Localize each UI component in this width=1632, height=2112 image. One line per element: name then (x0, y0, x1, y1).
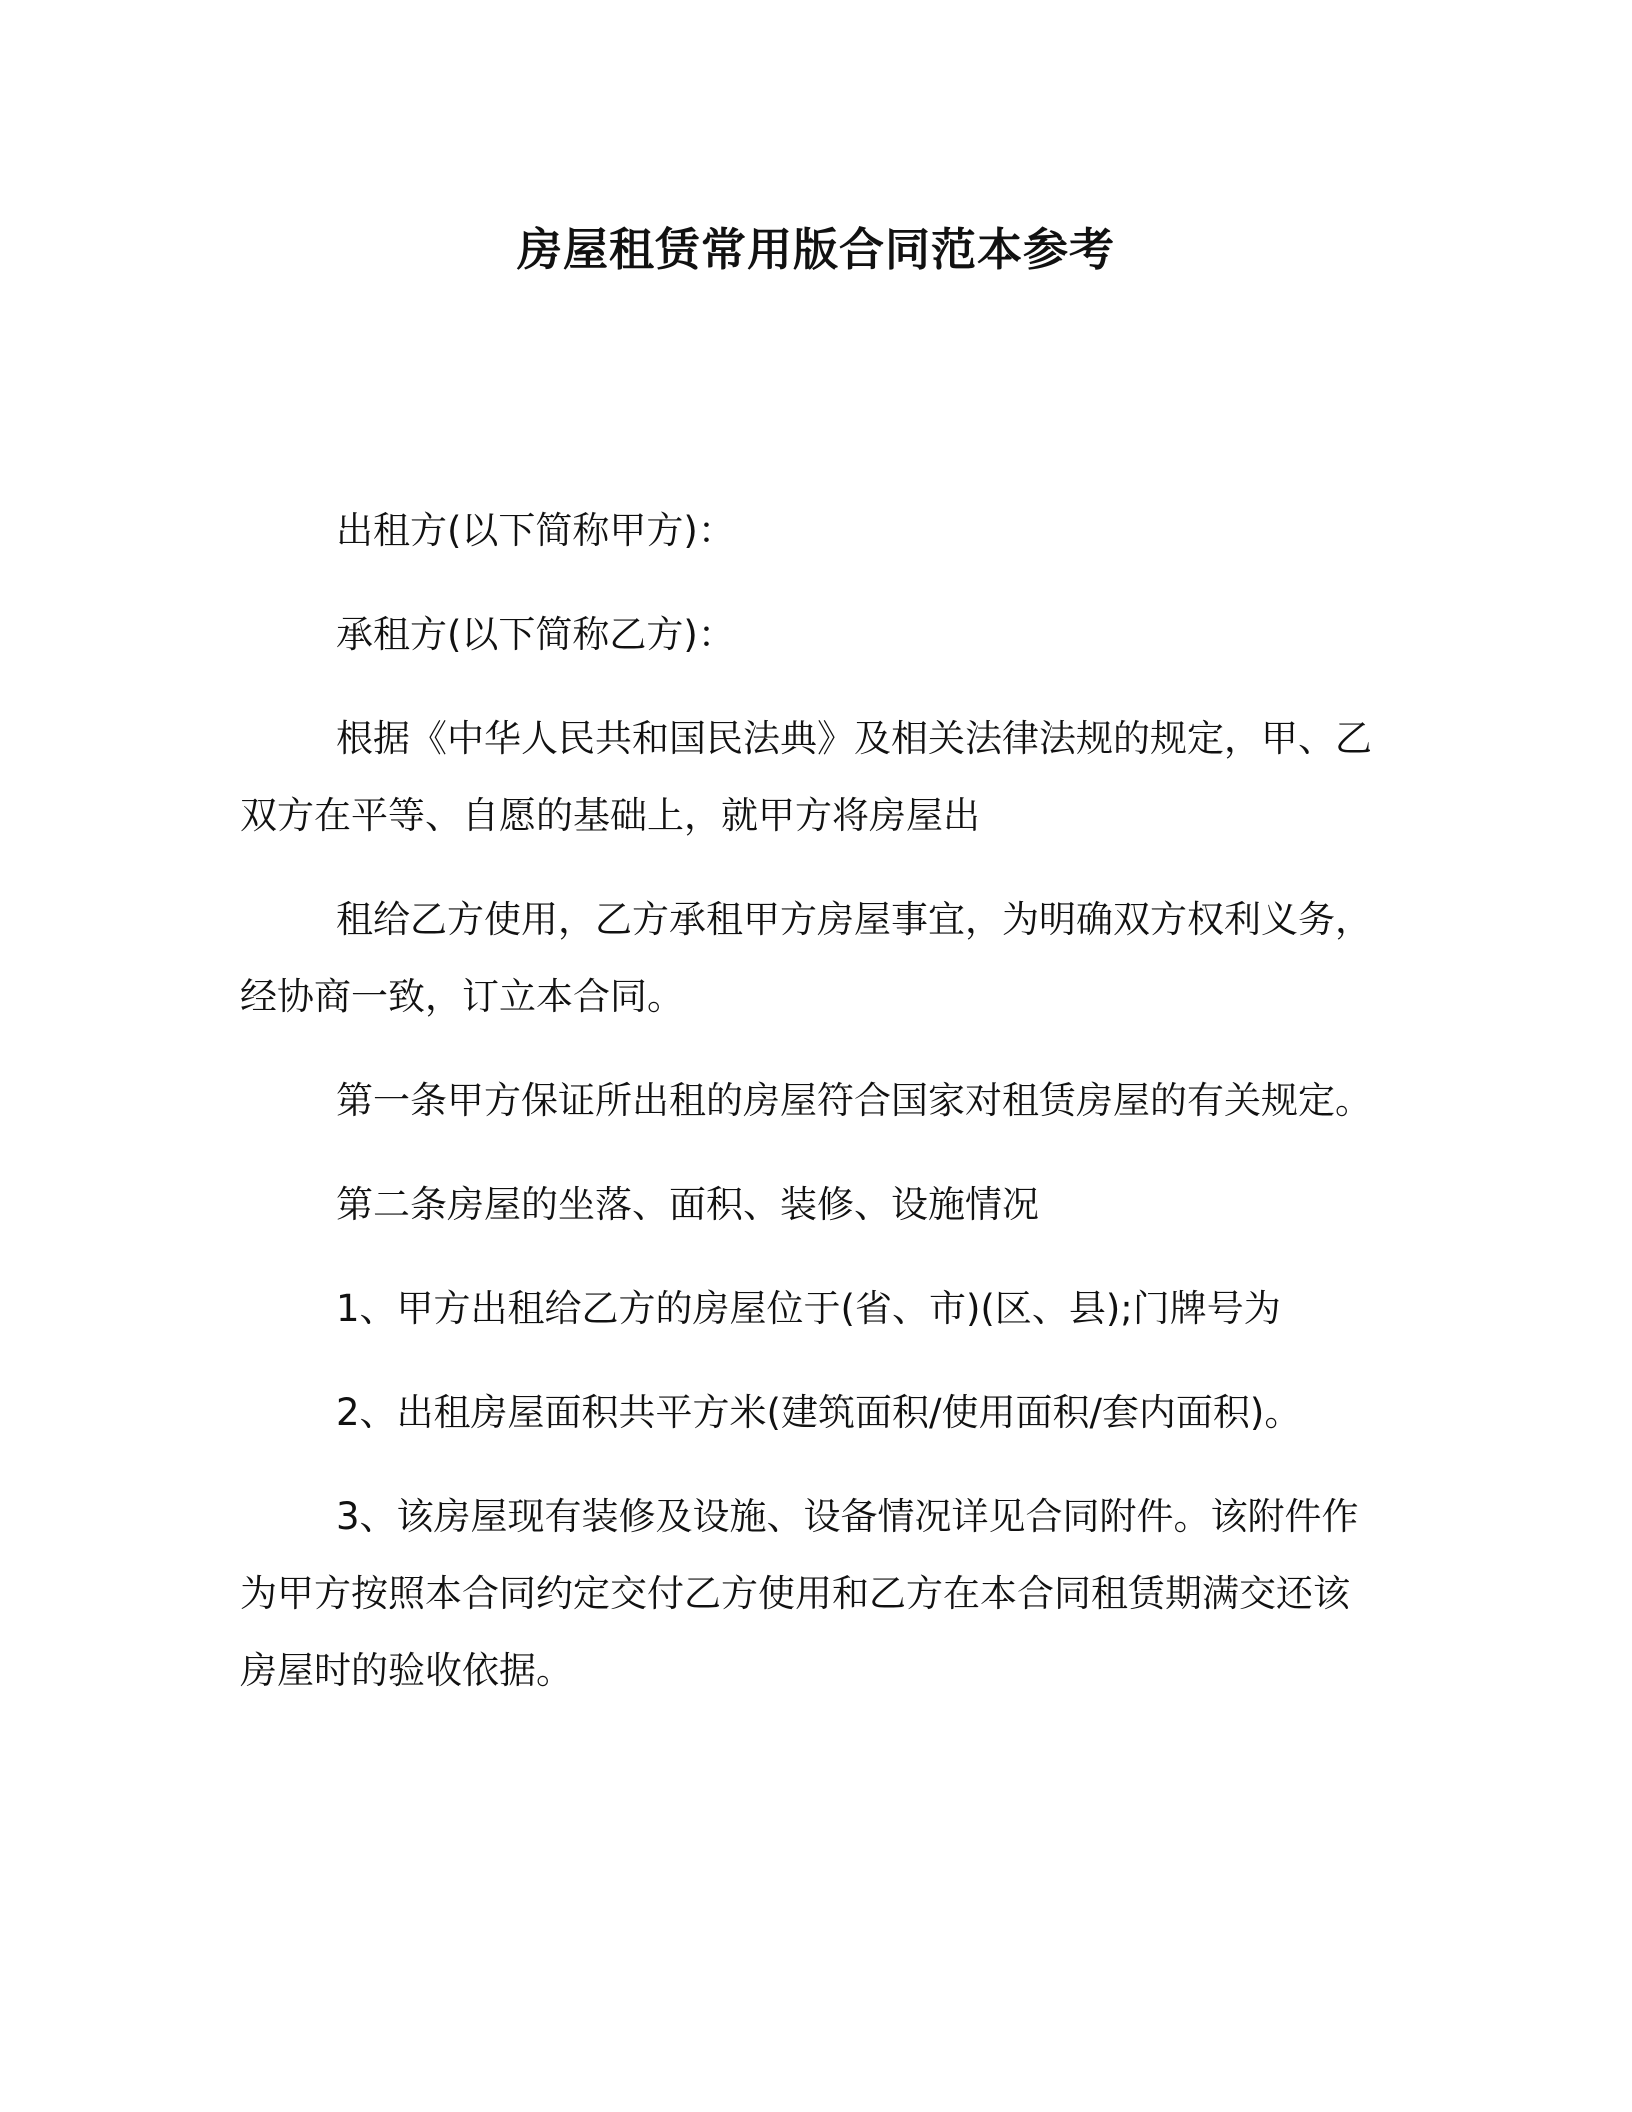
document-title: 房屋租赁常用版合同范本参考 (516, 223, 1115, 276)
paragraph-line: 2、出租房屋面积共平方米(建筑面积/使用面积/套内面积)。 (336, 1391, 1302, 1434)
paragraph-line: 承租方(以下简称乙方)： (336, 613, 735, 656)
paragraph-line: 为甲方按照本合同约定交付乙方使用和乙方在本合同租赁期满交还该 (240, 1572, 1350, 1615)
paragraph-purpose (240, 881, 1396, 1035)
paragraph-line: 根据《中华人民共和国民法典》及相关法律法规的规定，甲、乙 (336, 717, 1372, 760)
paragraph-line: 双方在平等、自愿的基础上，就甲方将房屋出 (240, 794, 980, 837)
paragraph-line: 经协商一致，订立本合同。 (240, 975, 684, 1018)
paragraph-line: 1、甲方出租给乙方的房屋位于(省、市)(区、县);门牌号为 (336, 1287, 1281, 1330)
paragraph-lessee (240, 596, 1396, 673)
paragraph-line: 第二条房屋的坐落、面积、装修、设施情况 (336, 1183, 1039, 1226)
article-two-item-2 (240, 1374, 1396, 1451)
article-two (240, 1166, 1396, 1243)
paragraph-lessor (240, 492, 1396, 569)
article-one (240, 1062, 1396, 1139)
paragraph-line: 3、该房屋现有装修及设施、设备情况详见合同附件。该附件作 (336, 1495, 1359, 1538)
paragraph-line: 租给乙方使用，乙方承租甲方房屋事宜，为明确双方权利义务， (336, 898, 1372, 941)
paragraph-line: 出租方(以下简称甲方)： (336, 509, 735, 552)
paragraph-line: 房屋时的验收依据。 (240, 1649, 573, 1692)
article-two-item-1 (240, 1270, 1396, 1347)
document-body (240, 492, 1396, 1709)
paragraph-line: 第一条甲方保证所出租的房屋符合国家对租赁房屋的有关规定。 (336, 1079, 1372, 1122)
article-two-item-3 (240, 1478, 1396, 1709)
paragraph-basis (240, 700, 1396, 854)
